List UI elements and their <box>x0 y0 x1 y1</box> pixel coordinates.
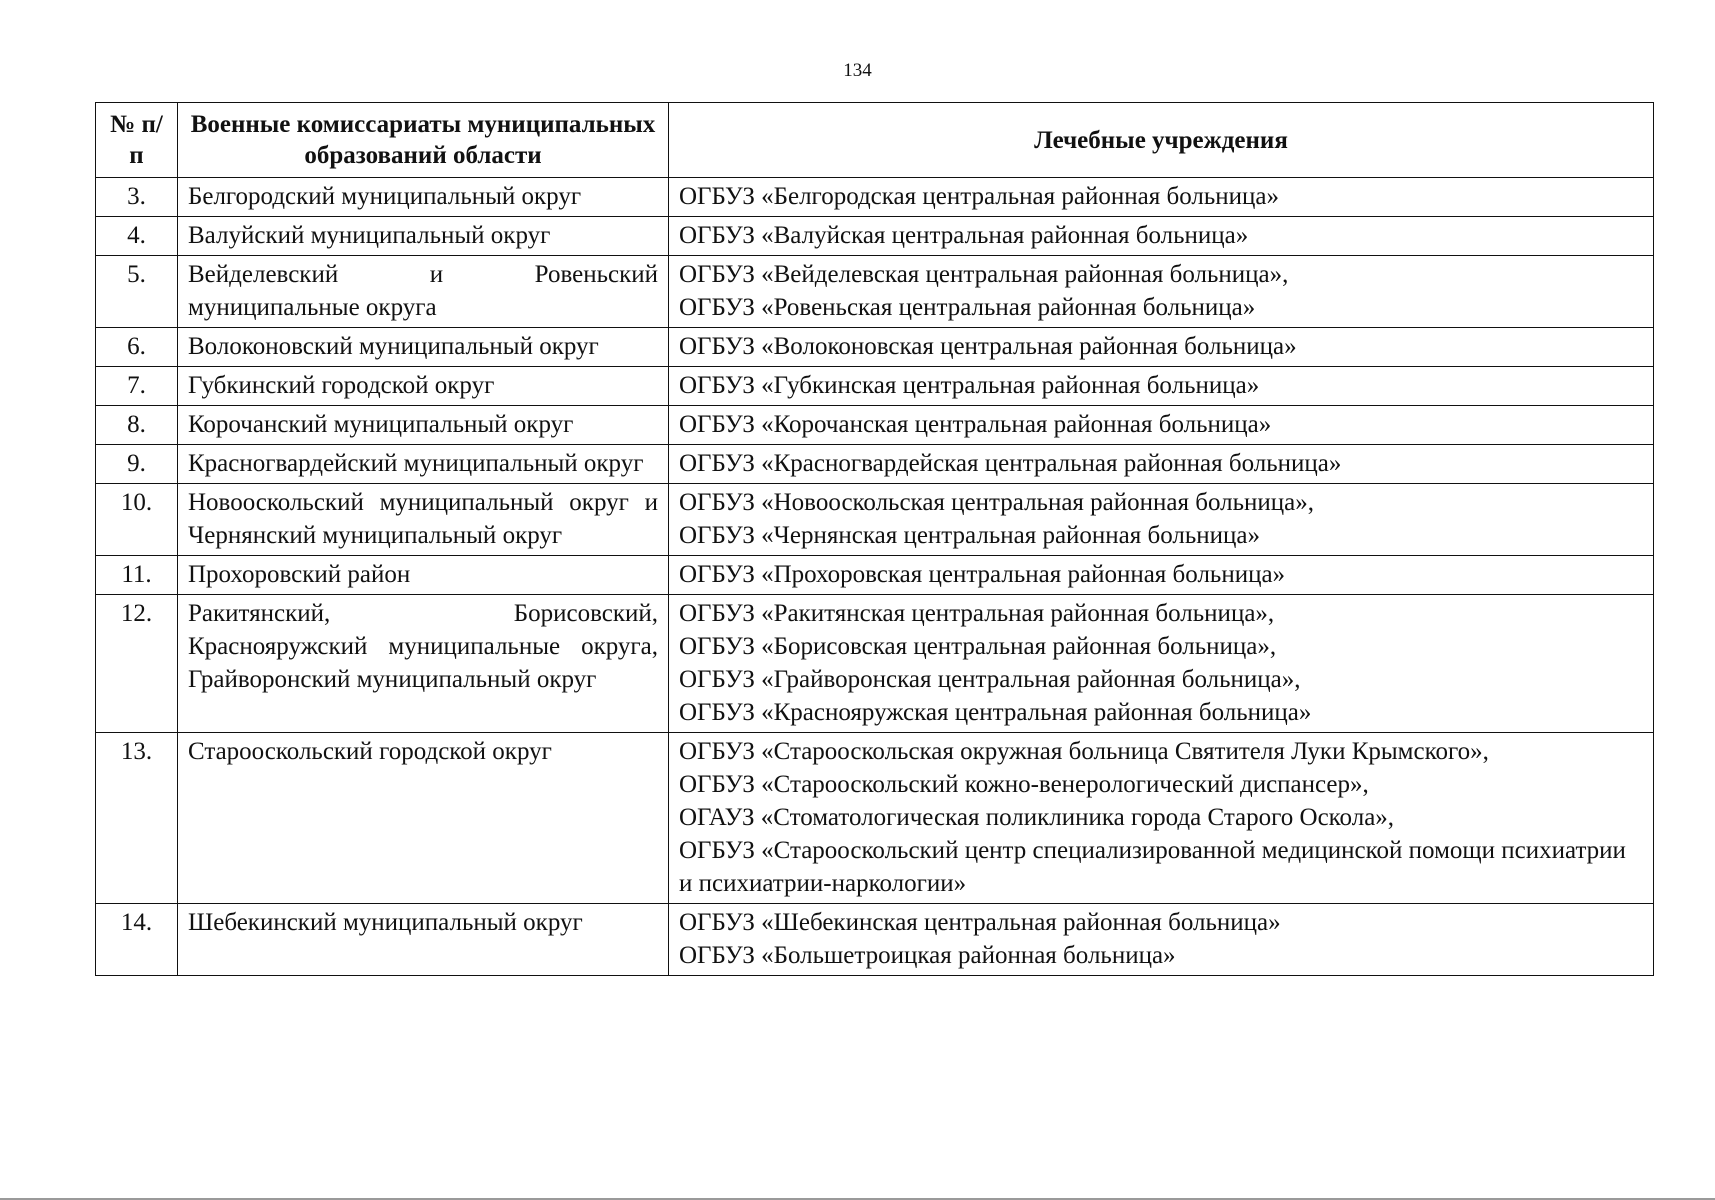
commissariat-cell: Валуйский муниципальный округ <box>178 217 669 256</box>
commissariat-cell: Прохоровский район <box>178 556 669 595</box>
institutions-cell <box>669 178 1654 217</box>
institution-line: ОГБУЗ «Краснояружская центральная районная больница» <box>679 699 1312 726</box>
institution-line: ОГБУЗ «Вейделевская центральная районная больница», <box>679 261 1289 288</box>
row-number: 8. <box>96 406 178 445</box>
row-number: 5. <box>96 256 178 328</box>
commissariat-cell: Старооскольский городской округ <box>178 733 669 904</box>
institution-line: ОГБУЗ «Борисовская центральная районная больница», <box>679 633 1277 660</box>
institutions-cell <box>669 445 1654 484</box>
institution-line: ОГБУЗ «Корочанская центральная районная больница» <box>679 411 1272 438</box>
row-number: 3. <box>96 178 178 217</box>
row-number: 13. <box>96 733 178 904</box>
row-number: 14. <box>96 904 178 976</box>
institution-line: ОГБУЗ «Грайворонская центральная районная больница», <box>679 666 1301 693</box>
row-number: 9. <box>96 445 178 484</box>
row-number: 11. <box>96 556 178 595</box>
header-num: № п/п <box>96 103 178 178</box>
institution-line: ОГБУЗ «Новооскольская центральная районная больница», <box>679 489 1314 516</box>
table-row <box>96 904 1654 976</box>
institutions-cell <box>669 733 1654 904</box>
row-number: 7. <box>96 367 178 406</box>
institutions-cell <box>669 406 1654 445</box>
table-row <box>96 178 1654 217</box>
commissariat-cell: Губкинский городской округ <box>178 367 669 406</box>
institutions-cell <box>669 595 1654 733</box>
commissariat-cell: Белгородский муниципальный округ <box>178 178 669 217</box>
table-row <box>96 733 1654 904</box>
row-number: 6. <box>96 328 178 367</box>
commissariat-cell: Ракитянский, Борисовский, Краснояружский муниципальные округа, Грайворонский муниципальный округ <box>178 595 669 733</box>
institution-line: ОГБУЗ «Волоконовская центральная районная больница» <box>679 333 1297 360</box>
row-number: 4. <box>96 217 178 256</box>
commissariat-cell: Вейделевский и Ровеньский муниципальные округа <box>178 256 669 328</box>
institution-line: ОГБУЗ «Большетроицкая районная больница» <box>679 942 1176 969</box>
institution-line: ОГБУЗ «Чернянская центральная районная больница» <box>679 522 1261 549</box>
table-row <box>96 445 1654 484</box>
hospital-assignment-table <box>95 102 1654 976</box>
institution-line: ОГБУЗ «Старооскольский центр специализированной медицинской помощи психиатрии и психиатрии-наркологии» <box>679 837 1626 897</box>
institution-line: ОГБУЗ «Ракитянская центральная районная больница», <box>679 600 1275 627</box>
institution-line: ОГБУЗ «Прохоровская центральная районная больница» <box>679 561 1286 588</box>
institutions-cell <box>669 328 1654 367</box>
institution-line: ОГБУЗ «Старооскольский кожно-венерологический диспансер», <box>679 771 1369 798</box>
institutions-cell <box>669 556 1654 595</box>
institutions-cell <box>669 367 1654 406</box>
table-row <box>96 256 1654 328</box>
institutions-cell <box>669 484 1654 556</box>
table-row <box>96 595 1654 733</box>
table-header-row <box>96 103 1654 178</box>
table-row <box>96 556 1654 595</box>
page-number: 134 <box>843 60 872 81</box>
institution-line: ОГАУЗ «Стоматологическая поликлиника города Старого Оскола», <box>679 804 1395 831</box>
institutions-cell <box>669 256 1654 328</box>
institution-line: ОГБУЗ «Старооскольская окружная больница Святителя Луки Крымского», <box>679 738 1489 765</box>
commissariat-cell: Волоконовский муниципальный округ <box>178 328 669 367</box>
header-commissariats: Военные комиссариаты муниципальных образований области <box>178 103 669 178</box>
institution-line: ОГБУЗ «Шебекинская центральная районная больница» <box>679 909 1281 936</box>
commissariat-cell: Корочанский муниципальный округ <box>178 406 669 445</box>
institution-line: ОГБУЗ «Губкинская центральная районная больница» <box>679 372 1260 399</box>
commissariat-cell: Шебекинский муниципальный округ <box>178 904 669 976</box>
table-row <box>96 367 1654 406</box>
table-row <box>96 484 1654 556</box>
institution-line: ОГБУЗ «Ровеньская центральная районная больница» <box>679 294 1256 321</box>
institution-line: ОГБУЗ «Красногвардейская центральная районная больница» <box>679 450 1342 477</box>
header-institutions: Лечебные учреждения <box>669 103 1654 178</box>
table-row <box>96 328 1654 367</box>
commissariat-cell: Новооскольский муниципальный округ и Чернянский муниципальный округ <box>178 484 669 556</box>
institutions-cell <box>669 904 1654 976</box>
row-number: 12. <box>96 595 178 733</box>
table-row <box>96 406 1654 445</box>
commissariat-cell: Красногвардейский муниципальный округ <box>178 445 669 484</box>
institution-line: ОГБУЗ «Валуйская центральная районная больница» <box>679 222 1249 249</box>
table-row <box>96 217 1654 256</box>
institutions-cell <box>669 217 1654 256</box>
institution-line: ОГБУЗ «Белгородская центральная районная больница» <box>679 183 1279 210</box>
row-number: 10. <box>96 484 178 556</box>
